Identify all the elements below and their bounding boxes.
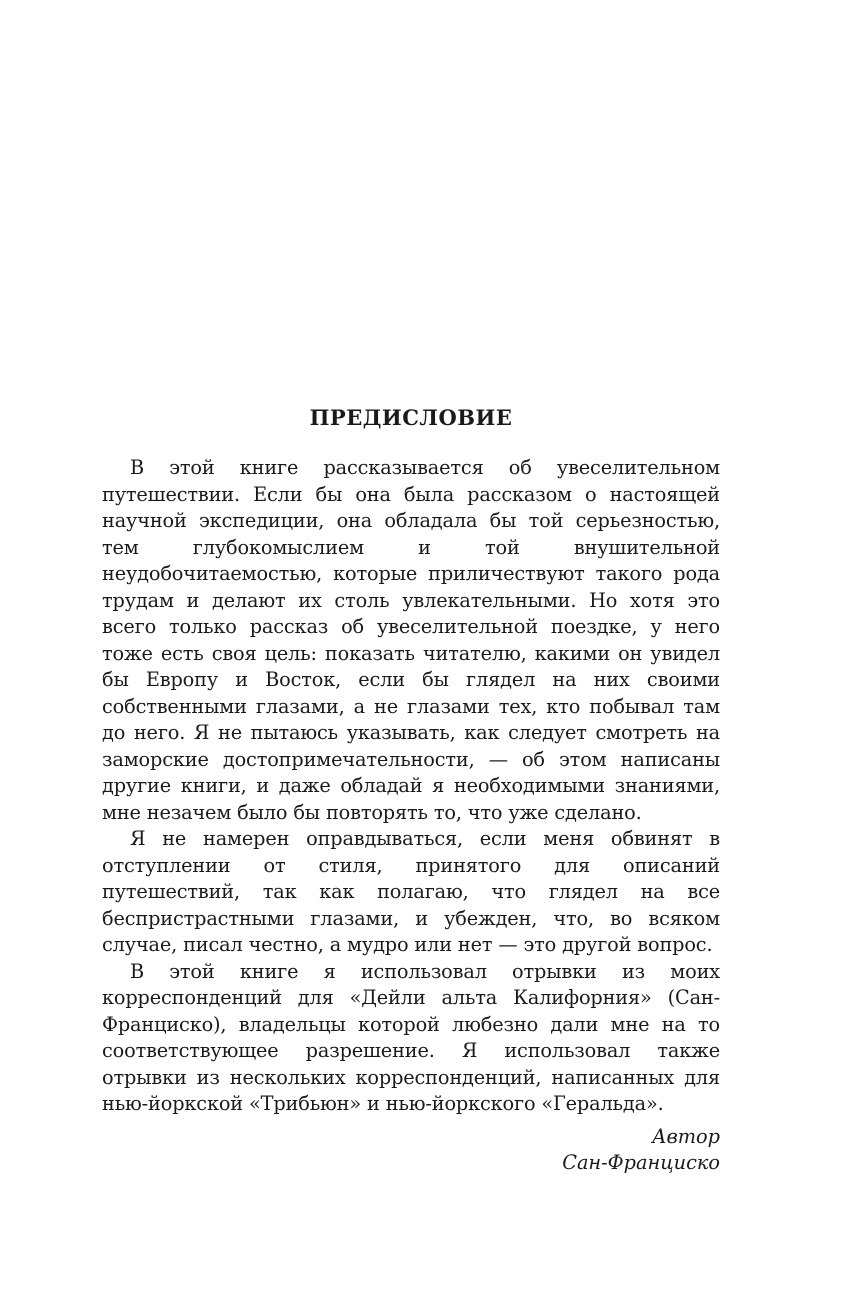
paragraph-1: В этой книге рассказывается об увеселительном путешествии. Если бы она была рассказом о настоящей научной экспедиции, она обладала бы той серьезностью, тем глубокомыслием и той внушительной неудобочитаемостью, которые приличествуют такого рода трудам и делают их столь увлекательными. Но хотя это всего только рассказ об увеселительной поездке, у него тоже есть своя цель: показать читателю, какими он увидел бы Европу и Восток, если бы глядел на них своими собственными глазами, а не глазами тех, кто побывал там до него. Я не пытаюсь указывать, как следует смотреть на заморские достопримечательности, — об этом написаны другие книги, и даже обладай я необходимыми знаниями, мне незачем было бы повторять то, что уже сделано. xyxy=(102,456,720,824)
paragraph-2: Я не намерен оправдываться, если меня обвинят в отступлении от стиля, принятого для описаний путешествий, так как полагаю, что глядел на все беспристрастными глазами, и убежден, что, во всяком случае, писал честно, а мудро или нет — это другой вопрос. xyxy=(102,827,720,956)
preface-body xyxy=(102,455,720,1118)
signature-author: Автор xyxy=(651,1124,720,1148)
paragraph-3: В этой книге я использовал отрывки из моих корреспонденций для «Дейли альта Калифорния» (Сан-Франциско), владельцы которой любезно дали мне на то соответствующее разрешение. Я использовал также отрывки из нескольких корреспонденций, написанных для нью-йоркской «Трибьюн» и нью-йоркского «Геральда». xyxy=(102,959,720,1115)
book-page xyxy=(102,403,720,1177)
signature-place: Сан-Франциско xyxy=(562,1151,720,1174)
page-title: ПРЕДИСЛОВИЕ xyxy=(309,405,513,430)
signature-block xyxy=(102,1124,720,1177)
